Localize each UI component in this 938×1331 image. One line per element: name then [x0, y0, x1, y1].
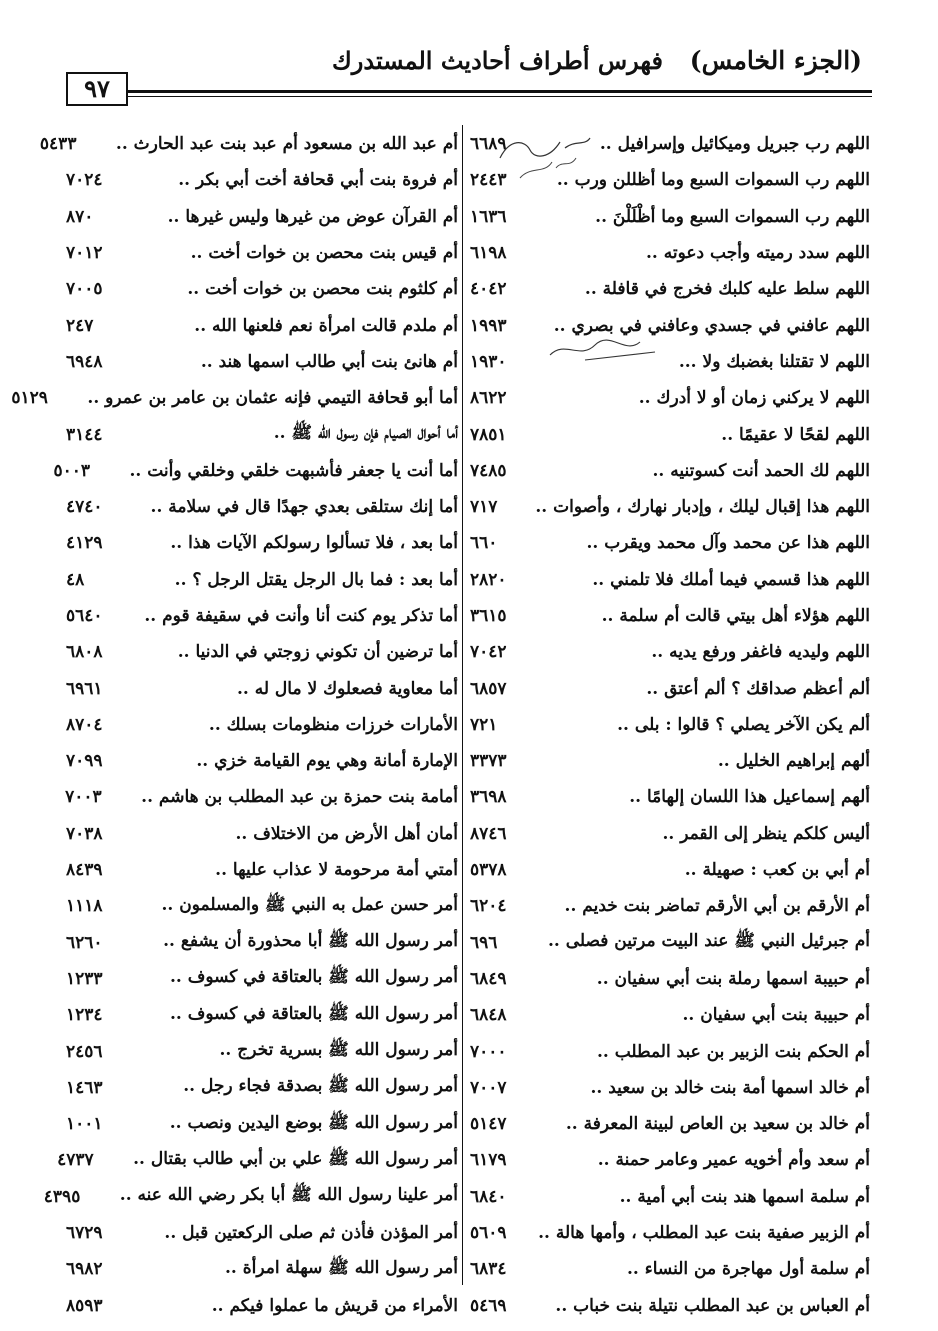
entry-number: ٦٢٠٤	[470, 896, 507, 917]
handwritten-annotation	[490, 128, 620, 188]
entry-number: ٨٤٣٩	[66, 860, 103, 881]
running-header	[62, 40, 872, 82]
entry-number: ٧٠٠٥	[66, 279, 103, 300]
entry-text: أم العباس بن عبد المطلب نتيلة بنت خباب ..	[555, 1295, 870, 1316]
entry-text: الأمراء من قريش ما عملوا فيكم ..	[211, 1295, 458, 1316]
entry-text: أم الحكم بنت الزبير بن عبد المطلب ..	[596, 1041, 870, 1062]
entry-text: اللهم هذا قسمي فيما أملك فلا تلمني ..	[592, 569, 870, 590]
entry-text: أمر رسول الله ﷺ علي بن أبي طالب بقتال ..	[133, 1148, 458, 1169]
entry-text: أما أبو قحافة التيمي فإنه عثمان بن عامر بن عمرو ..	[87, 388, 458, 409]
page-title: فهرس أطراف أحاديث المستدرك	[332, 46, 663, 75]
entry-text: أليس كلكم ينظر إلى القمر ..	[662, 823, 870, 844]
entry-number: ١٠٠١	[66, 1114, 103, 1135]
index-entry	[66, 1106, 458, 1142]
entry-number: ٦١٧٩	[470, 1150, 507, 1171]
entry-text: اللهم هذا عن محمد وآل محمد ويقرب ..	[586, 533, 870, 554]
index-entry	[470, 416, 870, 452]
entry-text: أم فروة بنت أبي قحافة أخت أبي بكر ..	[178, 170, 458, 191]
index-entry	[66, 489, 458, 525]
entry-text: أما بعد ، فلا تسألوا رسولكم الآيات هذا ..	[170, 533, 458, 554]
entry-number: ٦٩٤٨	[66, 351, 103, 372]
entry-text: أم هانئ بنت أبي طالب اسمها هند ..	[200, 351, 458, 372]
entry-text: اللهم لك الحمد أنت كسوتنيه ..	[652, 460, 870, 481]
entry-number: ٣٦٩٨	[470, 787, 507, 808]
entry-text: أمر حسن عمل به النبي ﷺ والمسلمون ..	[161, 894, 458, 915]
entry-number: ٣١٤٤	[66, 424, 103, 445]
entry-text: اللهم لا يركني زمان أو لا أدرك ..	[638, 388, 870, 409]
entry-text: أما بعد : فما بال الرجل يقتل الرجل ؟ ..	[174, 569, 458, 590]
index-entry	[66, 997, 458, 1033]
entry-number: ٤٨	[66, 569, 85, 590]
entry-text: أمر رسول الله ﷺ بالعتاقة في كسوف ..	[169, 1003, 458, 1024]
index-entry	[470, 634, 870, 670]
index-entry	[66, 307, 458, 343]
entry-number: ٥٦٠٩	[470, 1223, 507, 1244]
index-entry	[66, 779, 458, 815]
index-entry	[66, 634, 458, 670]
index-entry	[470, 779, 870, 815]
entry-number: ٥٦٤٠	[66, 606, 103, 626]
entry-number: ٧٠٠٧	[470, 1077, 507, 1098]
entry-number: ٦٩٨٢	[66, 1259, 103, 1280]
entry-number: ٧٤٨٥	[470, 460, 507, 481]
entry-text: أم حبيبة اسمها رملة بنت أبي سفيان ..	[596, 968, 870, 989]
entry-text: أم سلمة أول مهاجرة من النساء ..	[626, 1259, 870, 1280]
entry-number: ٤٧٤٠	[66, 497, 103, 518]
index-entry	[470, 1251, 870, 1287]
index-entry	[470, 1179, 870, 1215]
index-entry	[66, 235, 458, 271]
entry-number: ٦٨٠٨	[66, 642, 103, 663]
entry-text: أم أبي بن كعب : صهيلة ..	[684, 860, 870, 881]
entry-number: ٨٥٩٣	[66, 1295, 103, 1316]
index-entry	[39, 126, 458, 162]
entry-text: أم الزبير صفية بنت عبد المطلب ، وأمها هالة ..	[538, 1223, 870, 1244]
entry-text: أمر رسول الله ﷺ سهلة امرأة ..	[225, 1257, 458, 1278]
index-entry	[470, 961, 870, 997]
entry-text: أمر رسول الله ﷺ بصدقة فجاء رجل ..	[183, 1076, 458, 1097]
entry-text: أما أنت يا جعفر فأشبهت خلقي وخلقي وأنت ..	[129, 460, 458, 481]
entry-text: ألهم إبراهيم الخليل ..	[717, 751, 870, 772]
index-entry	[470, 380, 870, 416]
entry-number: ٦٦٨٩	[470, 134, 507, 155]
entry-number: ٧٠٩٩	[66, 751, 103, 772]
entry-number: ٦٢٦٠	[66, 932, 103, 953]
entry-text: ألم أعظم صداقك ؟ ألم أعتق ..	[646, 678, 870, 699]
entry-text: أم الأرقم بن أبي الأرقم تماضر بنت خديم ..	[564, 896, 870, 917]
entry-number: ٦٨٥٧	[470, 678, 507, 699]
entry-number: ٤٣٩٥	[43, 1186, 81, 1207]
entry-text: اللهم لقحًا لا عقيمًا ..	[721, 424, 870, 445]
index-entry	[470, 525, 870, 561]
entry-number: ٥٣٧٨	[470, 860, 507, 881]
entry-text: أم ملدم قالت امرأة نعم فلعنها الله ..	[194, 315, 458, 336]
entry-number: ٢٤٥٦	[66, 1041, 103, 1062]
entry-text: أمر علينا رسول الله ﷺ أبا بكر رضي الله عنه ..	[119, 1185, 458, 1206]
index-entry	[470, 743, 870, 779]
entry-number: ١١١٨	[66, 896, 103, 917]
index-entry	[66, 344, 458, 380]
index-entry	[470, 852, 870, 888]
entry-text: أم قيس بنت محصن بن خوات أخت ..	[190, 243, 458, 264]
entry-text: أمر رسول الله ﷺ بالعتاقة في كسوف ..	[169, 967, 458, 988]
entry-text: اللهم سدد رميته وأجب دعوته ..	[645, 243, 870, 264]
index-entry	[470, 235, 870, 271]
index-entry	[470, 888, 870, 924]
index-entry	[11, 380, 458, 416]
entry-text: أمتي أمة مرحومة لا عذاب عليها ..	[215, 860, 458, 881]
entry-number: ١٩٣٠	[470, 351, 507, 372]
index-entry	[470, 489, 870, 525]
entry-number: ٧٢١	[470, 714, 498, 735]
index-entry	[470, 925, 870, 961]
entry-number: ٤٠٤٢	[470, 279, 507, 300]
entry-number: ٦٩٦١	[66, 678, 103, 699]
index-entry	[470, 307, 870, 343]
entry-number: ٦٩٦	[470, 932, 498, 953]
entry-text: اللهم عافني في جسدي وعافني في بصري ..	[553, 315, 870, 336]
entry-text: ألهم إسماعيل هذا اللسان إلهامًا ..	[629, 787, 870, 808]
index-entry	[66, 707, 458, 743]
entry-number: ٨٧٠٤	[66, 714, 103, 735]
index-entry	[66, 525, 458, 561]
index-entry	[470, 670, 870, 706]
index-column-left	[11, 126, 458, 1324]
entry-number: ٧٠٠٠	[470, 1041, 507, 1062]
index-entry	[470, 598, 870, 634]
index-column-right	[470, 126, 870, 1324]
index-entry	[53, 453, 458, 489]
index-entry	[57, 1142, 458, 1178]
header-rule-thin	[128, 96, 872, 97]
entry-number: ٥١٤٧	[470, 1114, 507, 1135]
entry-number: ١٢٣٣	[66, 968, 103, 989]
index-entry	[66, 961, 458, 997]
index-entry	[470, 1033, 870, 1069]
entry-text: اللهم رب السموات السبع وما أظللن ورب ..	[556, 170, 870, 191]
entry-text: أما معاوية فصعلوك لا مال له ..	[236, 678, 458, 699]
entry-number: ٦٨٤٩	[470, 968, 507, 989]
entry-number: ٥٤٣٣	[39, 134, 77, 155]
index-entry	[470, 1106, 870, 1142]
index-entry	[66, 598, 458, 634]
index-entry	[66, 670, 458, 706]
index-entry	[470, 1288, 870, 1324]
entry-number: ٧٠٢٤	[66, 170, 103, 191]
entry-text: أمان أهل الأرض من الاختلاف ..	[235, 823, 458, 844]
index-entry	[470, 199, 870, 235]
header-rule	[128, 90, 872, 93]
entry-text: أم خالد بن سعيد بن العاص لبينة المعرفة ..	[565, 1114, 870, 1135]
entry-number: ١٢٣٤	[66, 1005, 103, 1026]
index-entry	[470, 344, 870, 380]
entry-text: أمر المؤذن فأذن ثم صلى الركعتين قبل ..	[164, 1223, 458, 1244]
entry-text: اللهم رب جبريل وميكائيل وإسرافيل ..	[599, 134, 870, 155]
entry-number: ٧٠٠٣	[65, 787, 102, 808]
index-entry	[470, 271, 870, 307]
entry-text: اللهم رب السموات السبع وما أظْلَلْنَ ..	[595, 206, 870, 227]
index-entry	[470, 816, 870, 852]
entry-number: ٥٤٦٩	[470, 1295, 507, 1316]
index-entry	[66, 1070, 458, 1106]
page-number: ٩٧	[66, 72, 128, 106]
entry-text: أما إنك ستلقى بعدي جهدًا قال في سلامة ..	[150, 497, 458, 518]
entry-number: ٦٦٠	[470, 533, 498, 554]
entry-text: أم جبرئيل النبي ﷺ عند البيت مرتين فصلى ..	[547, 931, 870, 952]
index-entry	[66, 1215, 458, 1251]
volume-label: (الجزء الخامس)	[689, 46, 862, 75]
entry-number: ٣٣٧٣	[470, 751, 507, 772]
entry-number: ٦٧٢٩	[66, 1223, 103, 1244]
entry-number: ٢٤٧	[66, 315, 94, 336]
index-entry	[66, 852, 458, 888]
entry-text: أم سعد وأم أخويه عمير وعامر حمنة ..	[597, 1150, 870, 1171]
entry-number: ٥٠٠٣	[53, 460, 90, 481]
index-entry	[66, 925, 458, 961]
entry-number: ٥١٢٩	[11, 388, 48, 409]
index-entry	[66, 1251, 458, 1287]
index-entry	[66, 743, 458, 779]
entry-number: ٣٦١٥	[470, 606, 507, 626]
index-entry	[470, 997, 870, 1033]
entry-number: ٦٨٤٠	[470, 1186, 507, 1207]
index-entry	[66, 416, 458, 452]
entry-text: اللهم سلط عليه كلبك فخرج في قافلة ..	[584, 279, 870, 300]
index-entry	[470, 707, 870, 743]
entry-number: ٤٧٣٧	[57, 1150, 94, 1171]
index-entry	[66, 199, 458, 235]
index-entry	[66, 816, 458, 852]
index-entry	[470, 562, 870, 598]
entry-number: ٨٧٤٦	[470, 823, 507, 844]
column-divider	[462, 125, 463, 1285]
entry-text: أما تذكر يوم كنت أنا وأنت في سقيفة قوم ..	[144, 606, 458, 626]
index-entry	[470, 1142, 870, 1178]
entry-number: ٨٦٢٢	[470, 388, 507, 409]
entry-number: ٧١٧	[470, 497, 498, 518]
entry-text: أمامة بنت حمزة بن عبد المطلب بن هاشم ..	[141, 787, 458, 808]
entry-number: ٧٨٥١	[470, 424, 507, 445]
entry-number: ٦٨٤٨	[470, 1005, 507, 1026]
index-entry	[66, 271, 458, 307]
entry-text: أم عبد الله بن مسعود أم عبد بنت عبد الحارث ..	[115, 134, 458, 155]
index-entry	[66, 562, 458, 598]
index-entry	[66, 1033, 458, 1069]
entry-text: أما ترضين أن تكوني زوجتي في الدنيا ..	[177, 642, 458, 663]
entry-text: أمر رسول الله ﷺ بسرية تخرج ..	[219, 1040, 458, 1061]
index-entry	[470, 1215, 870, 1251]
entry-number: ١٦٣٦	[470, 206, 507, 227]
entry-number: ٢٤٤٣	[470, 170, 507, 191]
index-entry	[66, 888, 458, 924]
entry-text: أم كلثوم بنت محصن بن خوات أخت ..	[187, 279, 458, 300]
entry-number: ٢٨٢٠	[470, 569, 507, 590]
entry-text: أمر رسول الله ﷺ أبا محذورة أن يشفع ..	[163, 931, 458, 952]
handwritten-annotation	[545, 330, 665, 370]
entry-number: ١٩٩٣	[470, 315, 507, 336]
entry-text: اللهم وليديه فاغفر ورفع يديه ..	[651, 642, 870, 663]
entry-number: ٦٨٣٤	[470, 1259, 507, 1280]
entry-text: أم سلمة اسمها هند بنت أبي أمية ..	[619, 1186, 870, 1207]
entry-text: أم القرآن عوض من غيرها وليس غيرها ..	[167, 206, 458, 227]
entry-text: أم خالد اسمها أمة بنت خالد بن سعيد ..	[590, 1077, 870, 1098]
entry-text: اللهم هذا إقبال ليلك ، وإدبار نهارك ، وأصوات ..	[535, 497, 870, 518]
entry-number: ٧٠١٢	[66, 243, 103, 264]
index-entry	[470, 1070, 870, 1106]
entry-text: أم حبيبة بنت أبي سفيان ..	[682, 1005, 870, 1026]
entry-number: ٦١٩٨	[470, 243, 507, 264]
index-entry	[66, 1288, 458, 1324]
entry-number: ٤١٢٩	[66, 533, 103, 554]
entry-number: ٧٠٤٢	[470, 642, 507, 663]
entry-text: أما أحوال الصيام فإن رسول الله ﷺ ..	[273, 423, 458, 444]
index-entry	[470, 453, 870, 489]
index-entry	[66, 162, 458, 198]
entry-text: ألم يكن الآخر يصلي ؟ قالوا : بلى ..	[617, 714, 870, 735]
entry-text: الأمارات خرزات منظومات بسلك ..	[208, 714, 458, 735]
entry-text: الإمارة أمانة وهي يوم القيامة خزي ..	[196, 751, 458, 772]
entry-number: ١٤٦٣	[66, 1077, 103, 1098]
entry-number: ٨٧٠	[66, 206, 94, 227]
index-entry	[43, 1179, 458, 1215]
entry-text: اللهم لا تقتلنا بغضبك ولا ...	[678, 351, 870, 372]
entry-text: أمر رسول الله ﷺ بوضع اليدين ونصب ..	[169, 1112, 458, 1133]
entry-text: اللهم هؤلاء أهل بيتي قالت أم سلمة ..	[601, 606, 870, 626]
entry-number: ٧٠٣٨	[66, 823, 103, 844]
